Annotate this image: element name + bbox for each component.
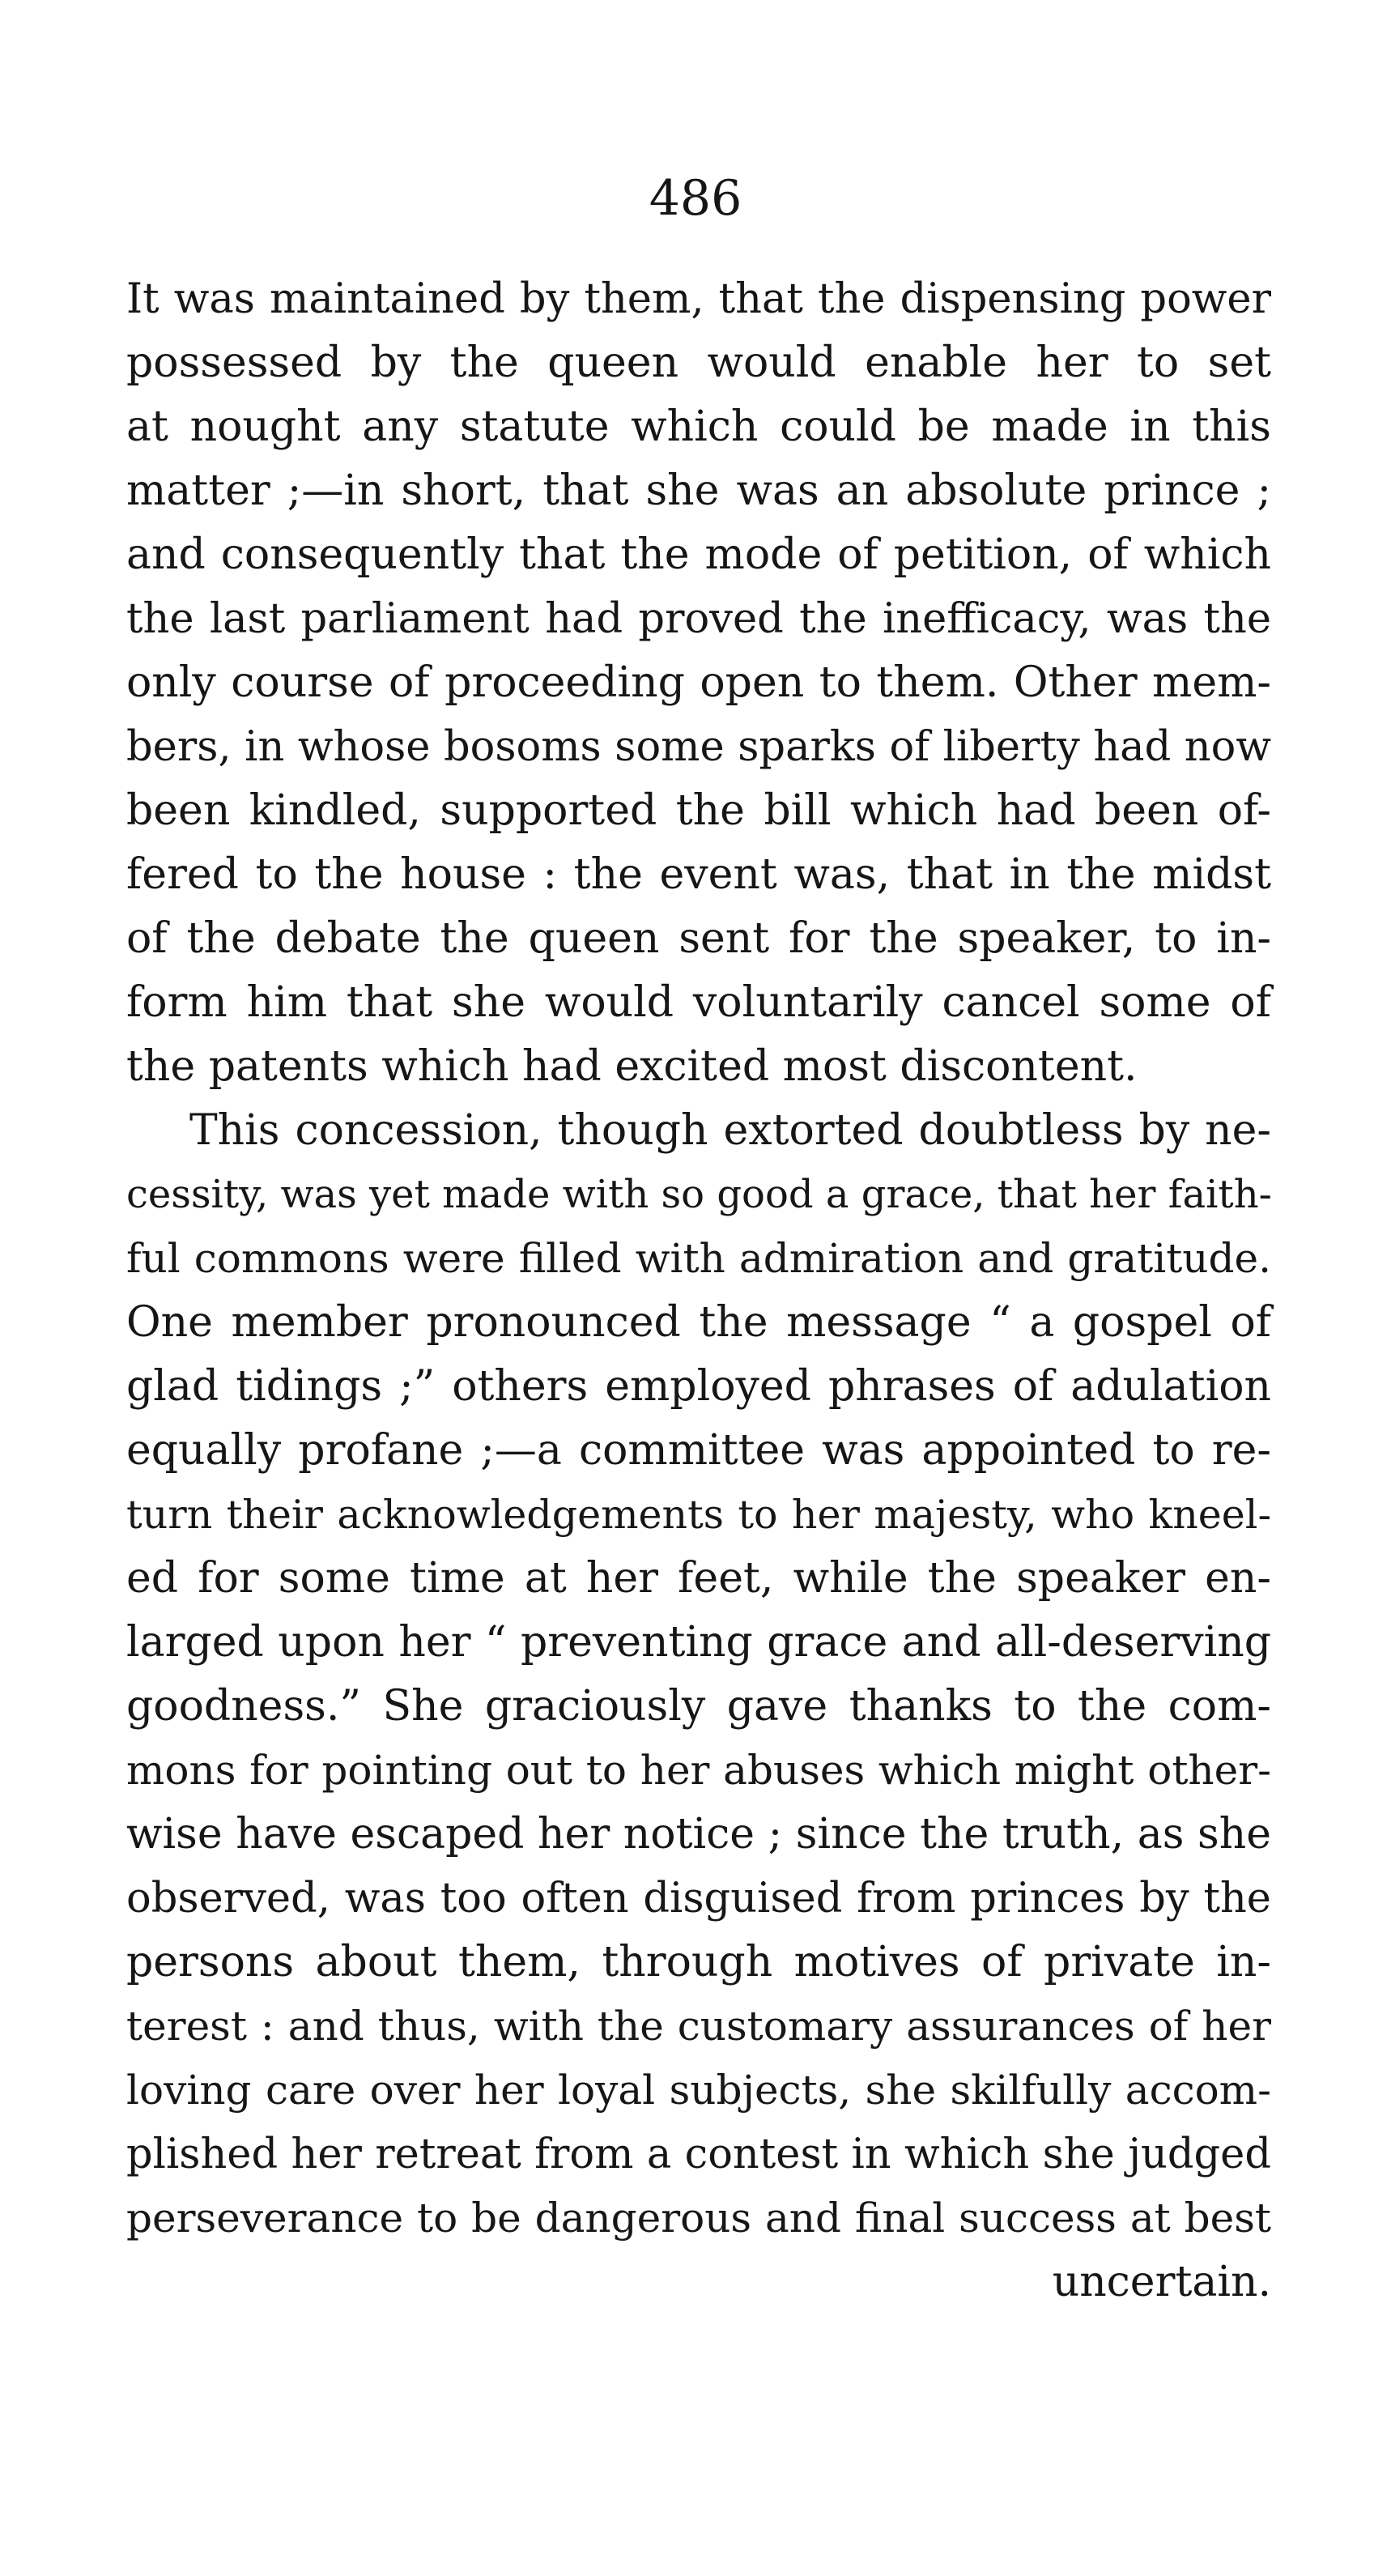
text-line: mons for pointing out to her abuses which might other- [126,1747,1271,1794]
text-line: ed for some time at her feet, while the speaker en- [126,1554,1271,1603]
text-line: equally profane ;—a committee was appointed to re- [126,1426,1271,1475]
text-line: been kindled, supported the bill which had been of- [126,786,1271,835]
text-line: perseverance to be dangerous and final success at best [126,2195,1271,2242]
catchword-line: uncertain. [1052,2258,1271,2306]
text-line: the last parliament had proved the inefficacy, was the [126,595,1271,643]
text-line: bers, in whose bosoms some sparks of liberty had now [126,723,1271,771]
text-line: and consequently that the mode of petition, of which [126,530,1271,579]
text-line: matter ;—in short, that she was an absolute prince ; [126,466,1271,515]
text-line: turn their acknowledgements to her majesty, who kneel- [126,1492,1271,1538]
text-line: One member pronounced the message “ a gospel of [126,1298,1271,1347]
text-line: It was maintained by them, that the dispensing power [126,275,1271,323]
text-line: persons about them, through motives of private in- [126,1938,1271,1986]
text-line: possessed by the queen would enable her to set [126,338,1271,387]
paragraph-start-line: This concession, though extorted doubtless by ne- [189,1106,1271,1155]
body-text [126,267,1271,2314]
text-line: at nought any statute which could be made in this [126,402,1271,451]
text-line: goodness.” She graciously gave thanks to the com- [126,1682,1271,1731]
text-line: the patents which had excited most discontent. [126,1042,1138,1091]
text-line: cessity, was yet made with so good a grace, that her faith- [126,1172,1272,1217]
text-line: wise have escaped her notice ; since the truth, as she [126,1810,1271,1859]
text-line: plished her retreat from a contest in which she judged [126,2131,1271,2178]
text-line: fered to the house : the event was, that in the midst [126,850,1271,899]
text-line: of the debate the queen sent for the speaker, to in- [126,914,1271,963]
text-line: glad tidings ;” others employed phrases of adulation [126,1362,1271,1411]
text-line: ful commons were filled with admiration and gratitude. [126,1235,1271,1282]
page-number: 486 [649,170,742,227]
text-line: loving care over her loyal subjects, she skilfully accom- [126,2067,1271,2114]
text-line: observed, was too often disguised from princes by the [126,1875,1271,1922]
text-line: larged upon her “ preventing grace and all-deserving [126,1618,1271,1667]
text-line: terest : and thus, with the customary assurances of her [126,2003,1271,2050]
text-line: form him that she would voluntarily cancel some of [126,978,1271,1027]
text-line: only course of proceeding open to them. Other mem- [126,658,1271,707]
